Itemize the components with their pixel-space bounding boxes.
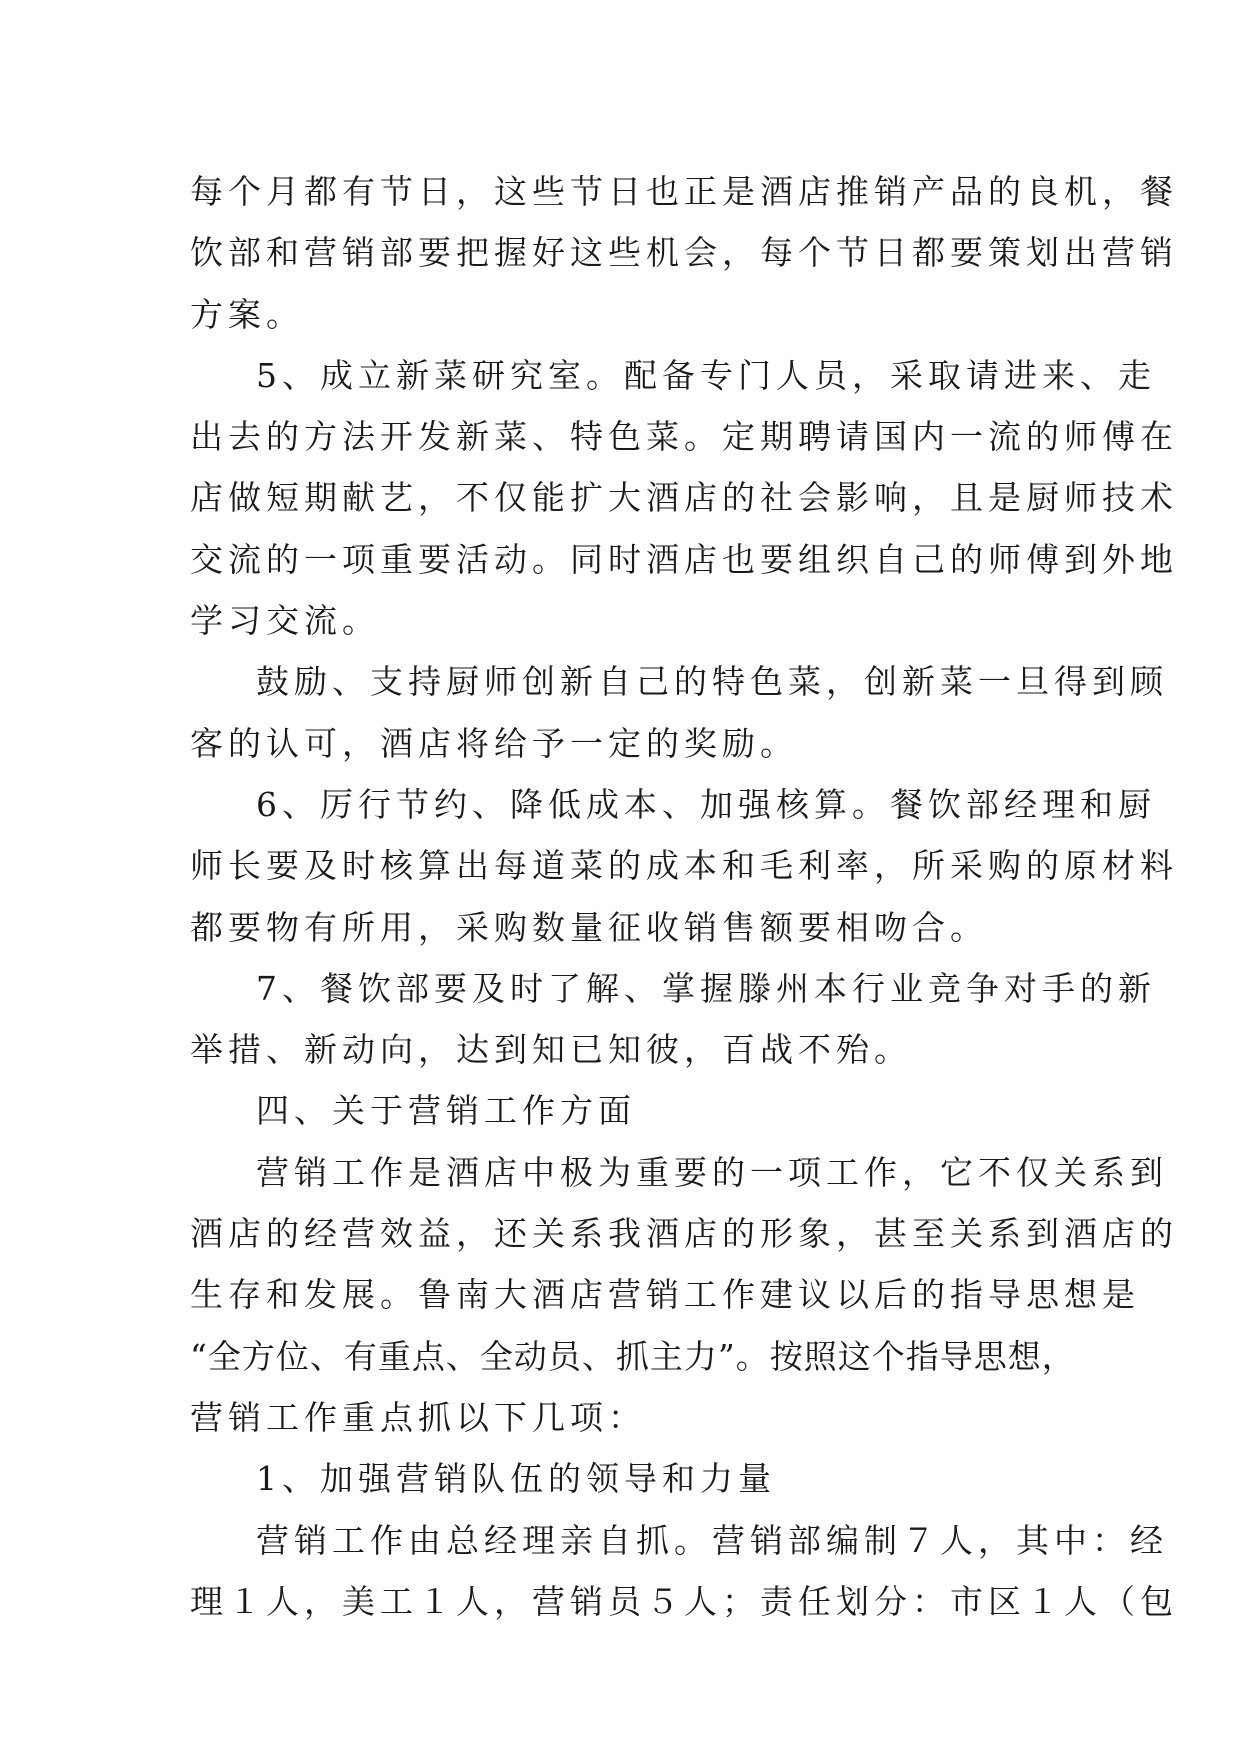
text-line: 学习交流。 [190, 601, 380, 641]
text-line: 客的认可，酒店将给予一定的奖励。 [190, 723, 798, 763]
section-heading: 四、关于营销工作方面 [256, 1091, 636, 1131]
text-line: 方案。 [190, 294, 304, 334]
text-line: 营销工作重点抓以下几项： [190, 1397, 646, 1437]
text-line: 生存和发展。鲁南大酒店营销工作建议以后的指导思想是 [190, 1275, 1140, 1315]
text-line: 7、餐饮部要及时了解、掌握滕州本行业竞争对手的新 [256, 968, 1156, 1008]
text-line: 师长要及时核算出每道菜的成本和毛利率，所采购的原材料 [190, 846, 1178, 886]
text-line: 店做短期献艺，不仅能扩大酒店的社会影响，且是厨师技术 [190, 478, 1178, 518]
text-line: 理１人，美工１人，营销员５人；责任划分：市区１人（包 [190, 1581, 1178, 1621]
document-body [190, 161, 1178, 1632]
text-line: 出去的方法开发新菜、特色菜。定期聘请国内一流的师傅在 [190, 417, 1178, 457]
text-line: 每个月都有节日，这些节日也正是酒店推销产品的良机，餐 [190, 172, 1178, 211]
text-line: “全方位、有重点、全动员、抓主力”。按照这个指导思想， [190, 1336, 1076, 1376]
text-line: 举措、新动向，达到知已知彼，百战不殆。 [190, 1030, 912, 1070]
text-line: 营销工作是酒店中极为重要的一项工作，它不仅关系到 [256, 1152, 1168, 1192]
text-line: 都要物有所用，采购数量征收销售额要相吻合。 [190, 907, 988, 947]
text-line: 5、成立新菜研究室。配备专门人员，采取请进来、走 [256, 355, 1156, 395]
text-line: 鼓励、支持厨师创新自己的特色菜，创新菜一旦得到顾 [256, 662, 1168, 702]
text-line: 酒店的经营效益，还关系我酒店的形象，甚至关系到酒店的 [190, 1214, 1178, 1254]
text-line: 营销工作由总经理亲自抓。营销部编制７人，其中：经 [256, 1520, 1168, 1560]
text-line: 6、厉行节约、降低成本、加强核算。餐饮部经理和厨 [256, 784, 1156, 824]
text-line: 饮部和营销部要把握好这些机会，每个节日都要策划出营销 [190, 233, 1178, 273]
text-line: 交流的一项重要活动。同时酒店也要组织自己的师傅到外地 [190, 539, 1178, 579]
subsection-heading: 1、加强营销队伍的领导和力量 [256, 1459, 776, 1499]
